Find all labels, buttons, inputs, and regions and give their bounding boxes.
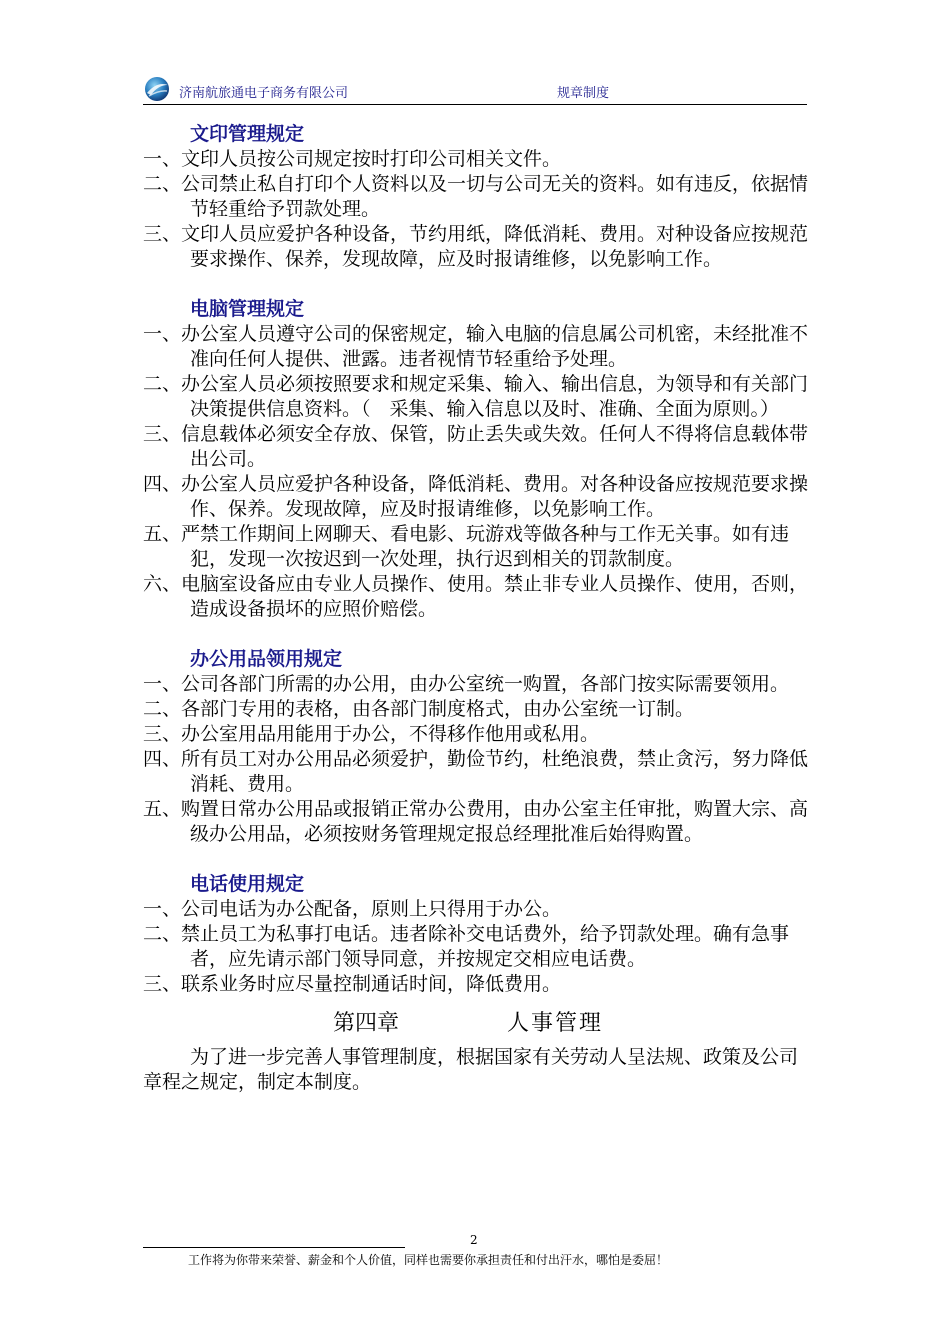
section-title: 电脑管理规定 bbox=[190, 298, 305, 320]
company-logo-icon bbox=[143, 76, 171, 102]
list-item: 三、联系业务时应尽量控制通话时间，降低费用。 bbox=[143, 973, 562, 995]
section-title: 办公用品领用规定 bbox=[190, 648, 343, 670]
footer-motto: 工作将为你带来荣誉、薪金和个人价值，同样也需要你承担责任和付出汗水，哪怕是委屈！ bbox=[188, 1253, 669, 1267]
list-item: 二、禁止员工为私事打电话。违者除补交电话费外，给予罚款处理。确有急事者，应先请示部门领导同意，并按规定交相应电话费。 bbox=[143, 923, 790, 970]
list-item: 一、办公室人员遵守公司的保密规定，输入电脑的信息属公司机密，未经批准不准向任何人提供、泄露。违者视情节轻重给予处理。 bbox=[143, 323, 809, 370]
company-name: 济南航旅通电子商务有限公司 bbox=[179, 86, 349, 101]
document-type: 规章制度 bbox=[557, 86, 610, 101]
list-item: 三、文印人员应爱护各种设备，节约用纸，降低消耗、费用。对种设备应按规范要求操作、保养，发现故障，应及时报请维修，以免影响工作。 bbox=[143, 223, 809, 270]
chapter-intro: 为了进一步完善人事管理制度，根据国家有关劳动人呈法规、政策及公司章程之规定，制定本制度。 bbox=[143, 1046, 799, 1093]
page-number: 2 bbox=[470, 1233, 478, 1247]
list-item: 五、购置日常办公用品或报销正常办公费用，由办公室主任审批，购置大宗、高级办公用品，必须按财务管理规定报总经理批准后始得购置。 bbox=[143, 798, 809, 845]
list-item: 三、信息载体必须安全存放、保管，防止丢失或失效。任何人不得将信息载体带出公司。 bbox=[143, 423, 809, 470]
chapter-number: 第四章 bbox=[333, 1011, 400, 1036]
list-item: 一、公司电话为办公配备，原则上只得用于办公。 bbox=[143, 898, 562, 920]
list-item: 六、电脑室设备应由专业人员操作、使用。禁止非专业人员操作、使用，否则，造成设备损坏的应照价赔偿。 bbox=[143, 573, 809, 620]
list-item: 一、文印人员按公司规定按时打印公司相关文件。 bbox=[143, 148, 562, 170]
section-printing bbox=[143, 122, 815, 272]
list-item: 五、严禁工作期间上网聊天、看电影、玩游戏等做各种与工作无关事。如有违犯，发现一次按迟到一次处理，执行迟到相关的罚款制度。 bbox=[143, 523, 790, 570]
section-computer bbox=[143, 297, 815, 622]
section-office-supplies bbox=[143, 647, 815, 847]
chapter-title: 人事管理 bbox=[507, 1011, 604, 1036]
page-header bbox=[143, 76, 807, 105]
document-body bbox=[143, 122, 815, 1095]
chapter-heading bbox=[143, 1009, 815, 1039]
section-telephone bbox=[143, 872, 815, 997]
section-title: 电话使用规定 bbox=[190, 873, 305, 895]
list-item: 四、办公室人员应爱护各种设备，降低消耗、费用。对各种设备应按规范要求操作、保养。发现故障，应及时报请维修，以免影响工作。 bbox=[143, 473, 809, 520]
list-item: 二、各部门专用的表格，由各部门制度格式，由办公室统一订制。 bbox=[143, 698, 695, 720]
list-item: 二、公司禁止私自打印个人资料以及一切与公司无关的资料。如有违反，依据情节轻重给予罚款处理。 bbox=[143, 173, 809, 220]
list-item: 二、办公室人员必须按照要求和规定采集、输入、输出信息，为领导和有关部门决策提供信息资料。（ 采集、输入信息以及时、准确、全面为原则。） bbox=[143, 373, 809, 420]
list-item: 三、办公室用品用能用于办公，不得移作他用或私用。 bbox=[143, 723, 600, 745]
section-title: 文印管理规定 bbox=[190, 123, 305, 145]
list-item: 一、公司各部门所需的办公用，由办公室统一购置，各部门按实际需要领用。 bbox=[143, 673, 790, 695]
footer-divider bbox=[143, 1247, 405, 1248]
list-item: 四、所有员工对办公用品必须爱护，勤俭节约，杜绝浪费，禁止贪污，努力降低消耗、费用。 bbox=[143, 748, 809, 795]
